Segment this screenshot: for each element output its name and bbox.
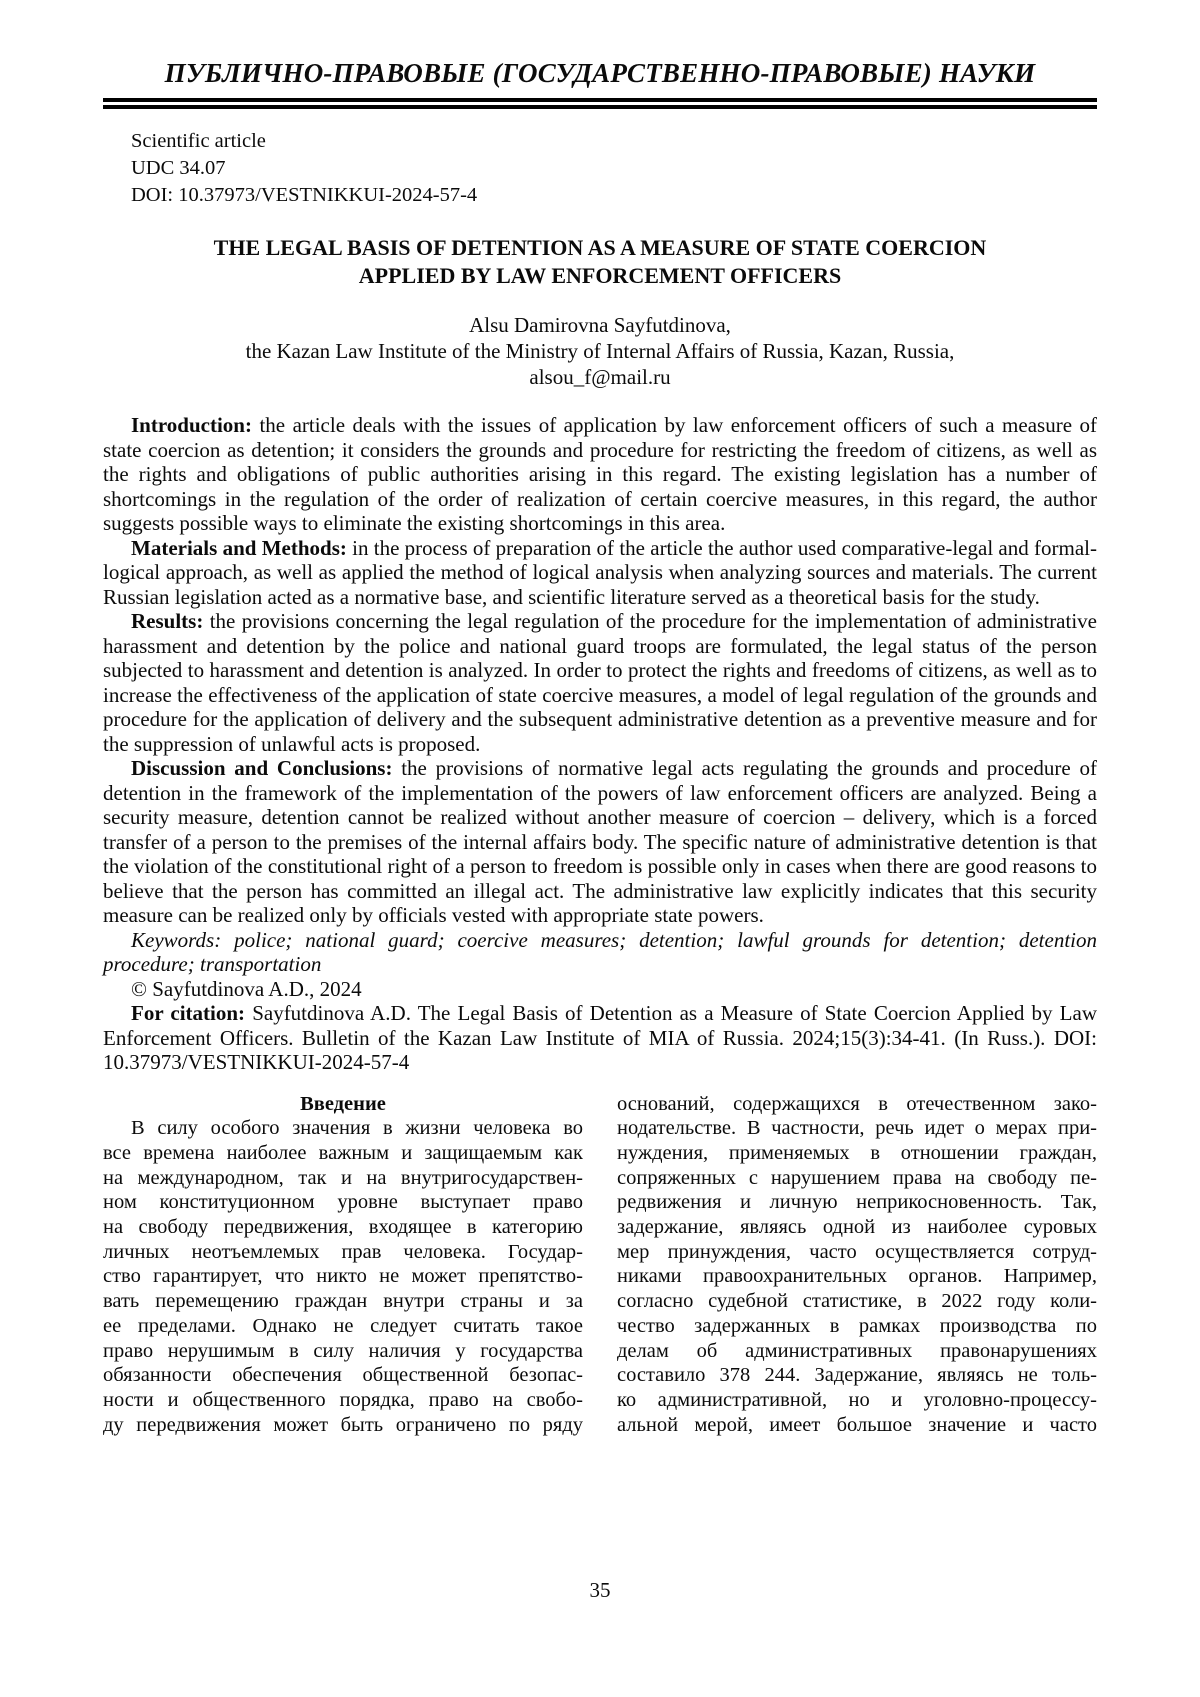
text-line: личных неотъемлемых прав человека. Государ- — [103, 1240, 583, 1263]
right-column — [617, 1092, 1097, 1438]
udc-number: UDC 34.07 — [131, 157, 226, 179]
text-line: APPLIED BY LAW ENFORCEMENT OFFICERS — [358, 262, 842, 288]
text-line: на свободу передвижения, входящее в категорию — [103, 1216, 583, 1239]
text-line: делам об административных правонарушениях — [617, 1339, 1097, 1362]
text-line: задержание, являясь одной из наиболее суровых — [617, 1216, 1097, 1239]
author-email: alsou_f@mail.ru — [529, 365, 671, 389]
article-type: Scientific article — [131, 130, 266, 152]
text-line: никами правоохранительных органов. Например, — [617, 1265, 1097, 1288]
abstract-section — [103, 413, 1097, 928]
text-line: составило 378 244. Задержание, являясь не толь- — [617, 1364, 1097, 1387]
journal-section-header: ПУБЛИЧНО-ПРАВОВЫЕ (ГОСУДАРСТВЕННО-ПРАВОВЫЕ) НАУКИ — [164, 58, 1036, 88]
text-line: вать перемещению граждан внутри страны и за — [103, 1290, 583, 1313]
page-number: 35 — [589, 1578, 611, 1602]
abstract-paragraph: Discussion and Conclusions: the provisions of normative legal acts regulating the grounds and procedure of detention in the framework of the implementation of the powers of law enforcement officers are analyzed. Being a security measure, detention cannot be realized without another measure of coercion – delivery, which is a forced transfer of a person to the premises of the internal affairs body. The specific nature of administrative detention is that the violation of the constitutional right of a person to freedom is possible only in cases when there are good reasons to believe that the person has committed an illegal act. The administrative law explicitly indicates that this security measure can be realized only by officials vested with appropriate state powers. — [103, 756, 1097, 927]
citation-paragraph — [103, 1001, 1097, 1075]
citation-text: Sayfutdinova A.D. The Legal Basis of Detention as a Measure of State Coercion Applied by Law Enforcement Officers. Bulletin of the Kazan Law Institute of MIA of Russia. 2024;15(3):34-41. (In Russ.). DOI: 10.37973/VESTNIKKUI-2024-57-4 — [103, 1001, 1097, 1074]
text-line: обязанности обеспечения общественной безопас- — [103, 1364, 583, 1387]
keywords-text: police; national guard; coercive measures; detention; lawful grounds for detention; detention procedure; transportation — [103, 927, 1097, 976]
text-line: ство гарантирует, что никто не может препятство- — [103, 1265, 583, 1288]
author-name: Alsu Damirovna Sayfutdinova, — [469, 313, 731, 337]
doi-line: DOI: 10.37973/VESTNIKKUI-2024-57-4 — [131, 184, 478, 206]
text-line: В силу особого значения в жизни человека во — [131, 1117, 583, 1140]
text-line: ном конституционном уровне выступает право — [103, 1191, 583, 1214]
abstract-paragraph: Materials and Methods: in the process of preparation of the article the author used comparative-legal and formal-logical approach, as well as applied the method of logical analysis when analyzing sources and materials. The current Russian legislation acted as a normative base, and scientific literature served as a theoretical basis for the study. — [103, 535, 1097, 609]
abstract-paragraph-label: Discussion and Conclusions: — [131, 756, 393, 780]
abstract-paragraph: Results: the provisions concerning the legal regulation of the procedure for the implementation of administrative harassment and detention by the police and national guard troops are formulated, the legal status of the person subjected to harassment and detention is analyzed. In order to protect the rights and freedoms of citizens, as well as to increase the effectiveness of the application of state coercive measures, a model of legal regulation of the grounds and procedure for the application of delivery and the subsequent administrative detention as a preventive measure and for the suppression of unlawful acts is proposed. — [103, 609, 1097, 756]
citation-label: For citation: — [131, 1001, 246, 1025]
section-heading-introduction: Введение — [300, 1092, 386, 1115]
abstract-paragraph-label: Materials and Methods: — [131, 535, 347, 560]
text-line: мер принуждения, часто осуществляется сотруд- — [617, 1240, 1097, 1263]
text-line: право нерушимым в силу наличия у государства — [103, 1339, 583, 1362]
text-line: ко административной, но и уголовно-процессу- — [617, 1388, 1097, 1411]
abstract-paragraph: Introduction: the article deals with the issues of application by law enforcement officers of such a measure of state coercion as detention; it considers the grounds and procedure for restricting the freedom of citizens, as well as the rights and obligations of public authorities arising in this regard. The existing legislation has a number of shortcomings in the regulation of the order of realization of certain coercive measures, in this regard, the author suggests possible ways to eliminate the existing shortcomings in this area. — [103, 413, 1097, 535]
header-divider — [103, 98, 1097, 109]
abstract-paragraph-label: Results: — [131, 609, 204, 633]
keywords-label: Keywords: — [131, 927, 222, 952]
article-title — [103, 234, 1097, 289]
text-line: THE LEGAL BASIS OF DETENTION AS A MEASURE OF STATE COERCION — [213, 235, 987, 260]
author-block — [103, 312, 1097, 390]
left-column — [103, 1092, 583, 1438]
text-line: согласно судебной статистике, в 2022 году коли- — [617, 1290, 1097, 1313]
text-line: нуждения, применяемых в отношении граждан, — [617, 1141, 1097, 1164]
text-line: ности и общественного порядка, право на свобо- — [103, 1388, 583, 1411]
text-line: ду передвижения может быть ограничено по ряду — [103, 1413, 583, 1436]
text-line: ее пределами. Однако не следует считать такое — [103, 1314, 583, 1337]
text-line: нодательстве. В частности, речь идет о мерах при- — [617, 1117, 1097, 1140]
text-line: все времена наиболее важным и защищаемым как — [103, 1141, 583, 1164]
left-column-text — [103, 1116, 583, 1437]
text-line: чество задержанных в рамках производства по — [617, 1314, 1097, 1337]
text-line: сопряженных с нарушением права на свободу пе- — [617, 1166, 1097, 1189]
article-meta — [131, 128, 1097, 209]
text-line: редвижения и личную неприкосновенность. Так, — [617, 1191, 1097, 1214]
author-affiliation: the Kazan Law Institute of the Ministry of Internal Affairs of Russia, Kazan, Russia, — [245, 339, 955, 363]
text-line: оснований, содержащихся в отечественном зако- — [617, 1092, 1097, 1115]
text-line: альной мерой, имеет большое значение и часто — [617, 1413, 1097, 1436]
keywords-line — [103, 928, 1097, 977]
text-line: на международном, так и на внутригосударствен- — [103, 1166, 583, 1189]
copyright-line: © Sayfutdinova A.D., 2024 — [131, 976, 362, 1001]
right-column-text — [617, 1092, 1097, 1438]
abstract-paragraph-label: Introduction: — [131, 413, 252, 437]
body-columns — [103, 1092, 1097, 1438]
